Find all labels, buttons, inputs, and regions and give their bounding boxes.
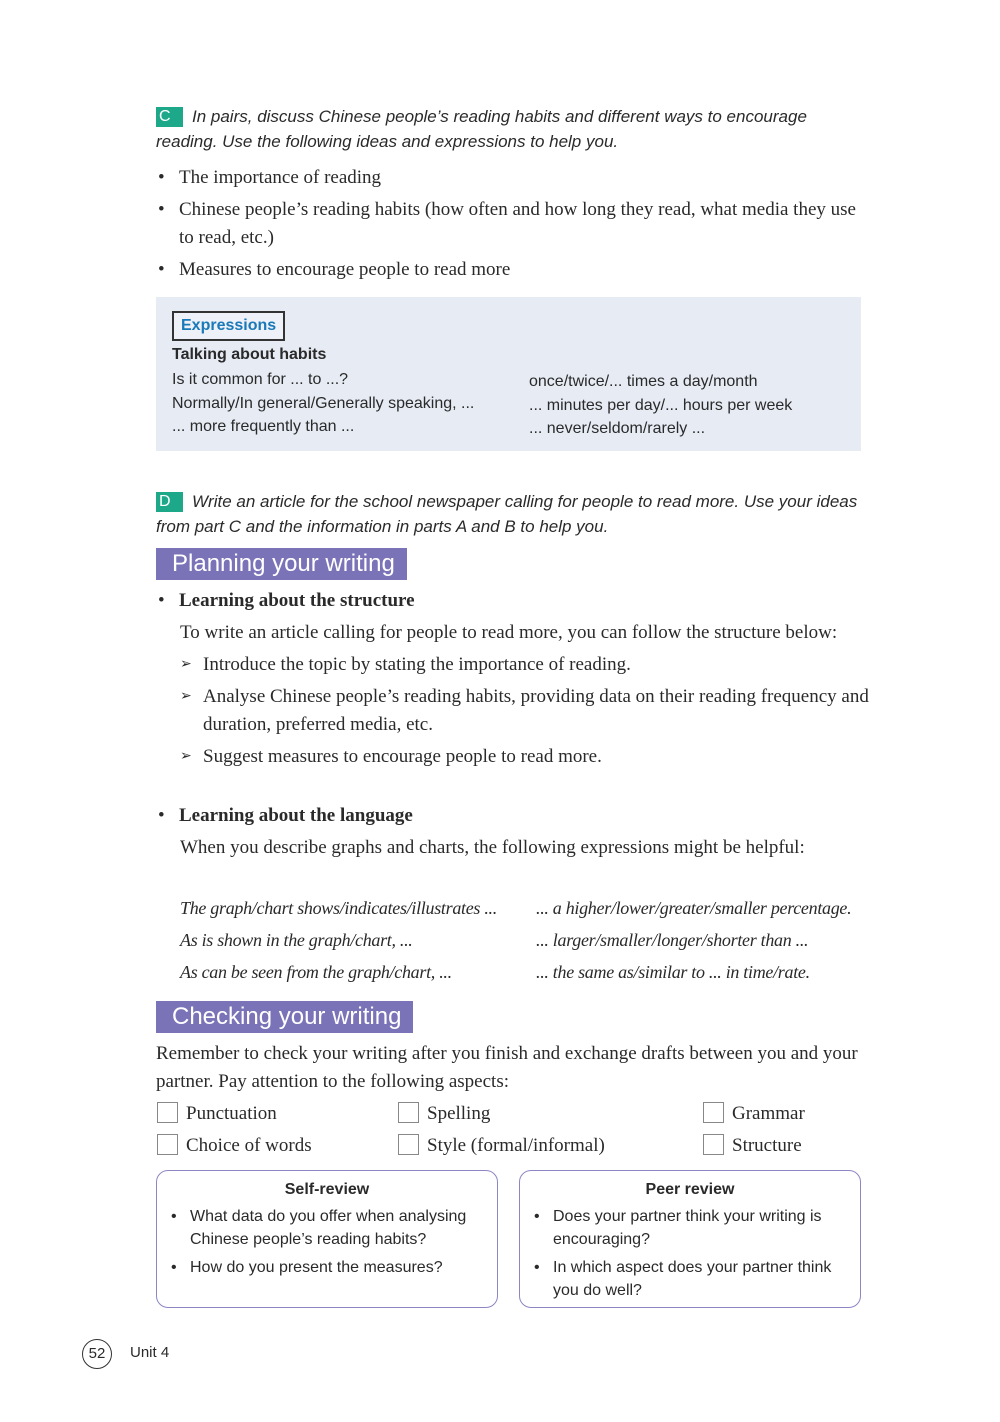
peer-review-title: Peer review bbox=[645, 1181, 735, 1198]
task-d-text: Write an article for the school newspaper calling for people to read more. Use your ideas from part C and the information in parts A and B to help you. bbox=[156, 492, 858, 536]
arrow-icon: ➢ bbox=[180, 749, 192, 764]
task-c-text: In pairs, discuss Chinese people’s reading habits and different ways to encourage reading. Use the following ideas and expressions to help you. bbox=[156, 107, 807, 151]
page-number: 52 bbox=[82, 1339, 112, 1369]
list-item: • Measures to encourage people to read more bbox=[156, 256, 871, 284]
task-c-instruction bbox=[156, 104, 866, 154]
checkbox-spelling[interactable]: Spelling bbox=[398, 1102, 490, 1126]
expression-item: ... never/seldom/rarely ... bbox=[529, 420, 706, 437]
planning-heading: Planning your writing bbox=[156, 548, 407, 580]
arrow-icon: ➢ bbox=[180, 689, 192, 704]
self-review-title: Self-review bbox=[284, 1181, 370, 1198]
bullet-icon: • bbox=[171, 1208, 177, 1225]
bullet-icon: • bbox=[534, 1259, 540, 1276]
bullet-icon: • bbox=[158, 167, 165, 188]
bullet-icon: • bbox=[158, 199, 165, 220]
checkbox-punctuation[interactable]: Punctuation bbox=[157, 1102, 277, 1126]
list-item: • The importance of reading bbox=[156, 164, 871, 192]
checkbox-grammar[interactable]: Grammar bbox=[703, 1102, 805, 1126]
checkbox-icon[interactable] bbox=[157, 1134, 178, 1155]
bullet-icon: • bbox=[534, 1208, 540, 1225]
checkbox-structure[interactable]: Structure bbox=[703, 1134, 802, 1158]
language-expression: As can be seen from the graph/chart, ... bbox=[180, 962, 452, 982]
checkbox-icon[interactable] bbox=[703, 1134, 724, 1155]
expressions-box bbox=[156, 297, 861, 451]
bullet-icon: • bbox=[158, 590, 165, 611]
list-item: ➢ Introduce the topic by stating the importance of reading. bbox=[180, 651, 871, 679]
list-item: • What data do you offer when analysing Chinese people’s reading habits? bbox=[157, 1205, 497, 1251]
task-d-instruction bbox=[156, 489, 866, 539]
language-expression: As is shown in the graph/chart, ... bbox=[180, 930, 413, 950]
language-intro: When you describe graphs and charts, the following expressions might be helpful: bbox=[180, 837, 805, 858]
expression-item: Is it common for ... to ...? bbox=[172, 371, 349, 388]
checkbox-choice-of-words[interactable]: Choice of words bbox=[157, 1134, 312, 1158]
task-c-bullet-list bbox=[156, 164, 871, 288]
language-title: Learning about the language bbox=[179, 805, 413, 826]
expressions-left-column bbox=[172, 368, 474, 439]
list-item: • How do you present the measures? bbox=[157, 1256, 497, 1279]
peer-review-box bbox=[519, 1170, 861, 1308]
language-section bbox=[156, 802, 871, 862]
structure-intro: To write an article calling for people to read more, you can follow the structure below: bbox=[180, 622, 838, 643]
expression-item: ... minutes per day/... hours per week bbox=[529, 396, 793, 414]
structure-title-item bbox=[156, 587, 871, 615]
expression-item: once/twice/... times a day/month bbox=[529, 373, 758, 390]
checkbox-icon[interactable] bbox=[398, 1134, 419, 1155]
expression-item: ... more frequently than ... bbox=[172, 418, 355, 435]
expressions-subtitle: Talking about habits bbox=[172, 346, 327, 363]
list-item: ➢ Suggest measures to encourage people to read more. bbox=[180, 743, 871, 771]
checkbox-icon[interactable] bbox=[703, 1102, 724, 1123]
list-item: • In which aspect does your partner think you do well? bbox=[520, 1256, 860, 1302]
task-c-badge: C bbox=[156, 107, 183, 127]
self-review-box bbox=[156, 1170, 498, 1308]
bullet-icon: • bbox=[171, 1259, 177, 1276]
checkbox-style[interactable]: Style (formal/informal) bbox=[398, 1134, 605, 1158]
expressions-right-column bbox=[529, 370, 792, 441]
checking-intro: Remember to check your writing after you finish and exchange drafts between you and your partner. Pay attention to the following aspects: bbox=[156, 1043, 858, 1092]
list-item: • Chinese people’s reading habits (how often and how long they read, what media they use to read, etc.) bbox=[156, 196, 871, 252]
expression-item: Normally/In general/Generally speaking, ... bbox=[172, 394, 475, 412]
list-item: • Does your partner think your writing is encouraging? bbox=[520, 1205, 860, 1251]
checking-heading: Checking your writing bbox=[156, 1001, 413, 1033]
checkbox-icon[interactable] bbox=[157, 1102, 178, 1123]
unit-label: Unit 4 bbox=[130, 1344, 170, 1361]
language-expression: ... the same as/similar to ... in time/rate. bbox=[536, 962, 810, 982]
arrow-icon: ➢ bbox=[180, 657, 192, 672]
list-item: ➢ Analyse Chinese people’s reading habits, providing data on their reading frequency and duration, preferred media, etc. bbox=[180, 683, 871, 739]
expressions-title: Expressions bbox=[172, 311, 285, 341]
structure-section bbox=[156, 587, 871, 775]
bullet-icon: • bbox=[158, 259, 165, 280]
language-expression: ... larger/smaller/longer/shorter than ... bbox=[536, 930, 809, 950]
language-expression: The graph/chart shows/indicates/illustrates ... bbox=[180, 898, 497, 918]
checkbox-icon[interactable] bbox=[398, 1102, 419, 1123]
language-expression: ... a higher/lower/greater/smaller percentage. bbox=[536, 898, 852, 918]
language-title-item bbox=[156, 802, 871, 830]
bullet-icon: • bbox=[158, 805, 165, 826]
task-d-badge: D bbox=[156, 492, 183, 512]
structure-title: Learning about the structure bbox=[179, 590, 415, 611]
